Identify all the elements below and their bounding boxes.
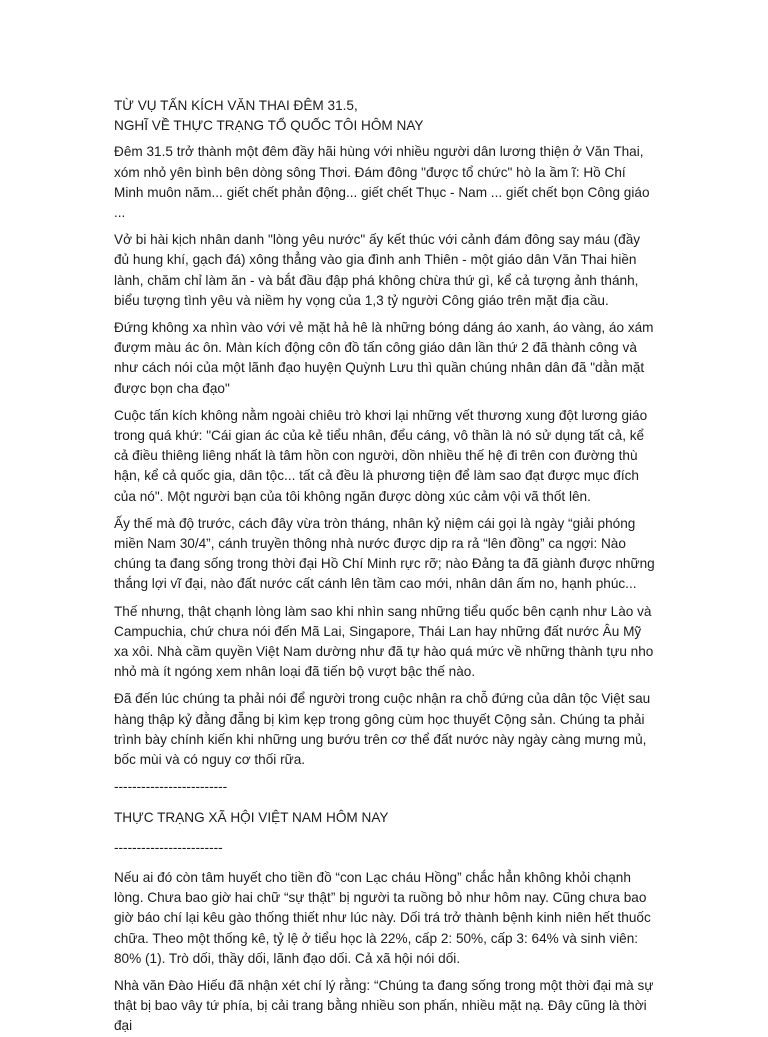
- paragraph-4: Cuộc tấn kích không nằm ngoài chiêu trò khơi lại những vết thương xung đột lương giáo trong quá khứ: "Cái gian ác của kẻ tiểu nhân, đểu cáng, vô thần là nó sử dụng tất cả, kể cả điều thiêng liêng nhất là tâm hồn con người, dồn nhiều thế hệ đi trên con đường thù hận, kể cả quốc gia, dân tộc... tất cả đều là phương tiện để làm sao đạt được mục đích của nó". Một người bạn của tôi không ngăn được dòng xúc cảm vội vã thốt lên.: [114, 407, 648, 504]
- paragraph-5: Ấy thế mà độ trước, cách đây vừa tròn tháng, nhân kỷ niệm cái gọi là ngày “giải phóng miền Nam 30/4”, cánh truyền thông nhà nước được dịp ra rả “lên đồng” ca ngợi: Nào chúng ta đang sống trong thời đại Hồ Chí Minh rực rỡ; nào Đảng ta đã giành được những thắng lợi vĩ đại, nào đất nước cất cánh lên tầm cao mới, nhân dân ấm no, hạnh phúc...: [114, 515, 655, 592]
- section-heading: THỰC TRẠNG XÃ HỘI VIỆT NAM HÔM NAY: [114, 809, 389, 825]
- paragraph-1: Đêm 31.5 trở thành một đêm đầy hãi hùng với nhiều người dân lương thiện ở Văn Thai, xóm nhỏ yên bình bên dòng sông Thơi. Đám đông "được tổ chức" hò la ầm ĩ: Hồ Chí Minh muôn năm... giết chết phản động... giết chết Thục - Nam ... giết chết bọn Công giáo ...: [114, 144, 650, 221]
- title-line-2: NGHĨ VỀ THỰC TRẠNG TỔ QUỐC TÔI HÔM NAY: [114, 118, 424, 134]
- title-line-1: TỪ VỤ TẤN KÍCH VĂN THAI ĐÊM 31.5,: [114, 98, 358, 113]
- paragraph-6: Thế nhưng, thật chạnh lòng làm sao khi nhìn sang những tiểu quốc bên cạnh như Lào và Campuchia, chứ chưa nói đến Mã Lai, Singapore, Thái Lan hay những đất nước Âu Mỹ xa xôi. Nhà cầm quyền Việt Nam dường như đã tự hào quá mức về những thành tựu nho nhỏ mà ít ngóng xem nhân loại đã tiến bộ vượt bậc thế nào.: [114, 603, 654, 680]
- paragraph-3: Đứng không xa nhìn vào với vẻ mặt hả hê là những bóng dáng áo xanh, áo vàng, áo xám đượm màu ác ôn. Màn kích động côn đồ tấn công giáo dân lần thứ 2 đã thành công và như cách nói của một lãnh đạo huyện Quỳnh Lưu thì quần chúng nhân dân đã "dằn mặt được bọn cha đạo": [114, 320, 654, 396]
- section-paragraph-1: Nếu ai đó còn tâm huyết cho tiền đồ “con Lạc cháu Hồng” chắc hẳn không khỏi chạnh lòng. Chưa bao giờ hai chữ “sự thật” bị người ta ruồng bỏ như hôm nay. Cũng chưa bao giờ báo chí lại kêu gào thống thiết như lúc này. Dối trá trở thành bệnh kinh niên hết thuốc chữa. Theo một thống kê, tỷ lệ ở tiểu học là 22%, cấp 2: 50%, cấp 3: 64% và sinh viên: 80% (1). Trò dối, thầy dối, lãnh đạo dối. Cả xã hội nói dối.: [114, 869, 651, 966]
- paragraph-2: Vở bi hài kịch nhân danh "lòng yêu nước" ấy kết thúc với cảnh đám đông say máu (đầy đủ hung khí, gạch đá) xông thẳng vào gia đình anh Thiên - một giáo dân Văn Thai hiền lành, chăm chỉ làm ăn - và bắt đầu đập phá không chừa thứ gì, kể cả tượng ảnh thánh, biểu tượng tình yêu và niềm hy vọng của 1,3 tỷ người Công giáo trên mặt địa cầu.: [114, 232, 641, 308]
- section-paragraph-2: Nhà văn Đào Hiếu đã nhận xét chí lý rằng: “Chúng ta đang sống trong một thời đại mà sự thật bị bao vây tứ phía, bị cải trang bằng nhiều son phấn, nhiều mặt nạ. Đây cũng là thời đại: [114, 977, 654, 1034]
- divider-bottom: ------------------------: [114, 839, 223, 855]
- divider-top: -------------------------: [114, 779, 228, 795]
- paragraph-7: Đã đến lúc chúng ta phải nói để người trong cuộc nhận ra chỗ đứng của dân tộc Việt sau hàng thập kỷ đằng đẵng bị kìm kẹp trong gông cùm học thuyết Cộng sản. Chúng ta phải trình bày chính kiến khi những ung bướu trên cơ thể đất nước này ngày càng mưng mủ, bốc mùi và có nguy cơ thối rữa.: [114, 691, 651, 768]
- document-title: [114, 96, 658, 136]
